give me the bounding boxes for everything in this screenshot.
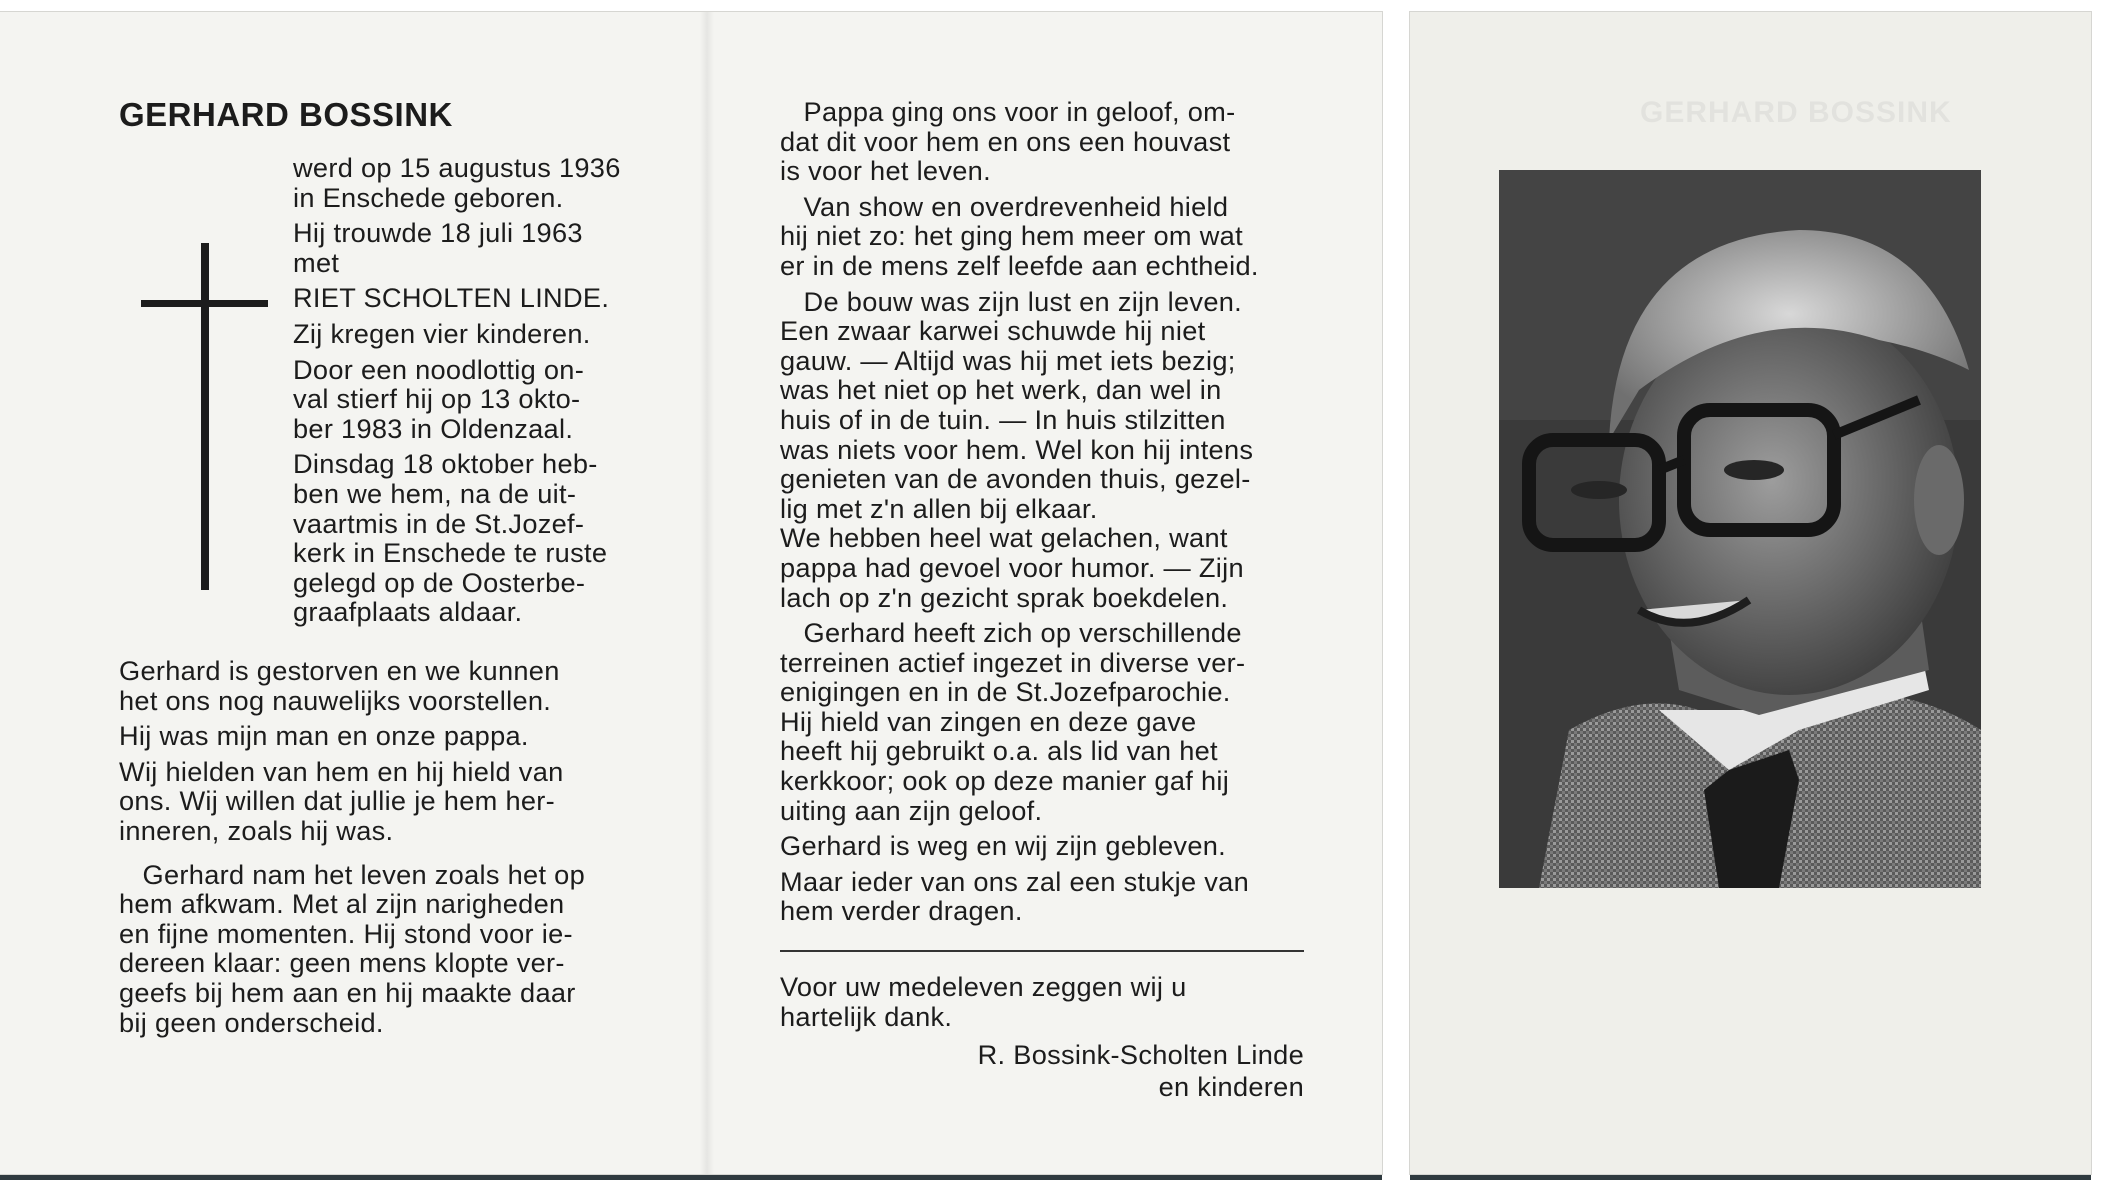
birth-paragraph: werd op 15 augustus 1936 in Enschede geboren. <box>293 152 621 213</box>
thanks-paragraph: Voor uw medeleven zeggen wij u hartelijk dank. <box>780 971 1187 1032</box>
divider <box>780 950 1304 952</box>
death-paragraph: Door een noodlottig on- val stierf hij op 13 okto- ber 1983 in Oldenzaal. <box>293 353 585 444</box>
thanks-text <box>780 972 1186 1037</box>
paragraph: Pappa ging ons voor in geloof, om- dat dit voor hem en ons een houvast is voor het leven. <box>780 96 1236 187</box>
remembrance-text-right <box>780 97 1259 932</box>
portrait-illustration <box>1499 170 1981 888</box>
cross-horizontal-bar <box>141 300 268 307</box>
paragraph: Maar ieder van ons zal een stukje van hem verder dragen. <box>780 865 1250 927</box>
paragraph: Gerhard is weg en wij zijn gebleven. <box>780 830 1227 862</box>
paragraph: Wij hielden van hem en hij hield van ons. Wij willen dat jullie je hem her- inneren, zoals hij was. <box>119 755 564 846</box>
signoff-name: R. Bossink-Scholten Linde <box>977 1039 1304 1070</box>
spouse-name: RIET SCHOLTEN LINDE. <box>293 282 610 314</box>
funeral-paragraph: Dinsdag 18 oktober heb- ben we hem, na de uit- vaartmis in de St.Jozef- kerk in Enschede te ruste gelegd op de Oosterbe- graafplaats aldaar. <box>293 448 608 628</box>
biography-column <box>293 153 621 633</box>
paragraph: De bouw was zijn lust en zijn leven. Een zwaar karwei schuwde hij niet gauw. — Altijd was hij met iets bezig; was het niet op het werk, dan wel in huis of in de tuin. — In huis stilzitten was niets voor hem. Wel kon hij intens genieten van de avonden thuis, gezel- lig met z'n allen bij elkaar. We hebben heel wat gelachen, want pappa had gevoel voor humor. — Zijn lach op z'n gezicht sprak boekdelen. <box>780 285 1254 613</box>
paragraph: Gerhard nam het leven zoals het op hem afkwam. Met al zijn narigheden en fijne momenten. Hij stond voor ie- dereen klaar: geen mens klopte ver- geefs bij hem aan en hij maakte daar bij geen onderscheid. <box>119 858 585 1038</box>
signoff-family: en kinderen <box>1158 1070 1304 1102</box>
show-through-title: GERHARD BOSSINK <box>1640 96 1952 129</box>
card-fold <box>700 12 714 1174</box>
deceased-name: GERHARD BOSSINK <box>119 96 453 133</box>
marriage-paragraph: Hij trouwde 18 juli 1963 met <box>293 217 583 278</box>
paragraph: Hij was mijn man en onze pappa. <box>119 720 529 752</box>
paragraph: Gerhard heeft zich op verschillende terreinen actief ingezet in diverse ver- enigingen en in de St.Jozefparochie. Hij hield van zingen en deze gave heeft hij gebruikt o.a. als lid van het kerkkoor; ook op deze manier gaf hij uiting aan zijn geloof. <box>780 617 1246 826</box>
remembrance-text-left <box>119 656 585 1043</box>
children-paragraph: Zij kregen vier kinderen. <box>293 317 591 349</box>
paragraph: Van show en overdrevenheid hield hij niet zo: het ging hem meer om wat er in de mens zelf leefde aan echtheid. <box>780 190 1259 281</box>
portrait-photo <box>1499 170 1981 888</box>
signoff <box>780 1040 1304 1103</box>
cross-vertical-bar <box>201 243 209 590</box>
paragraph: Gerhard is gestorven en we kunnen het ons nog nauwelijks voorstellen. <box>119 655 560 716</box>
